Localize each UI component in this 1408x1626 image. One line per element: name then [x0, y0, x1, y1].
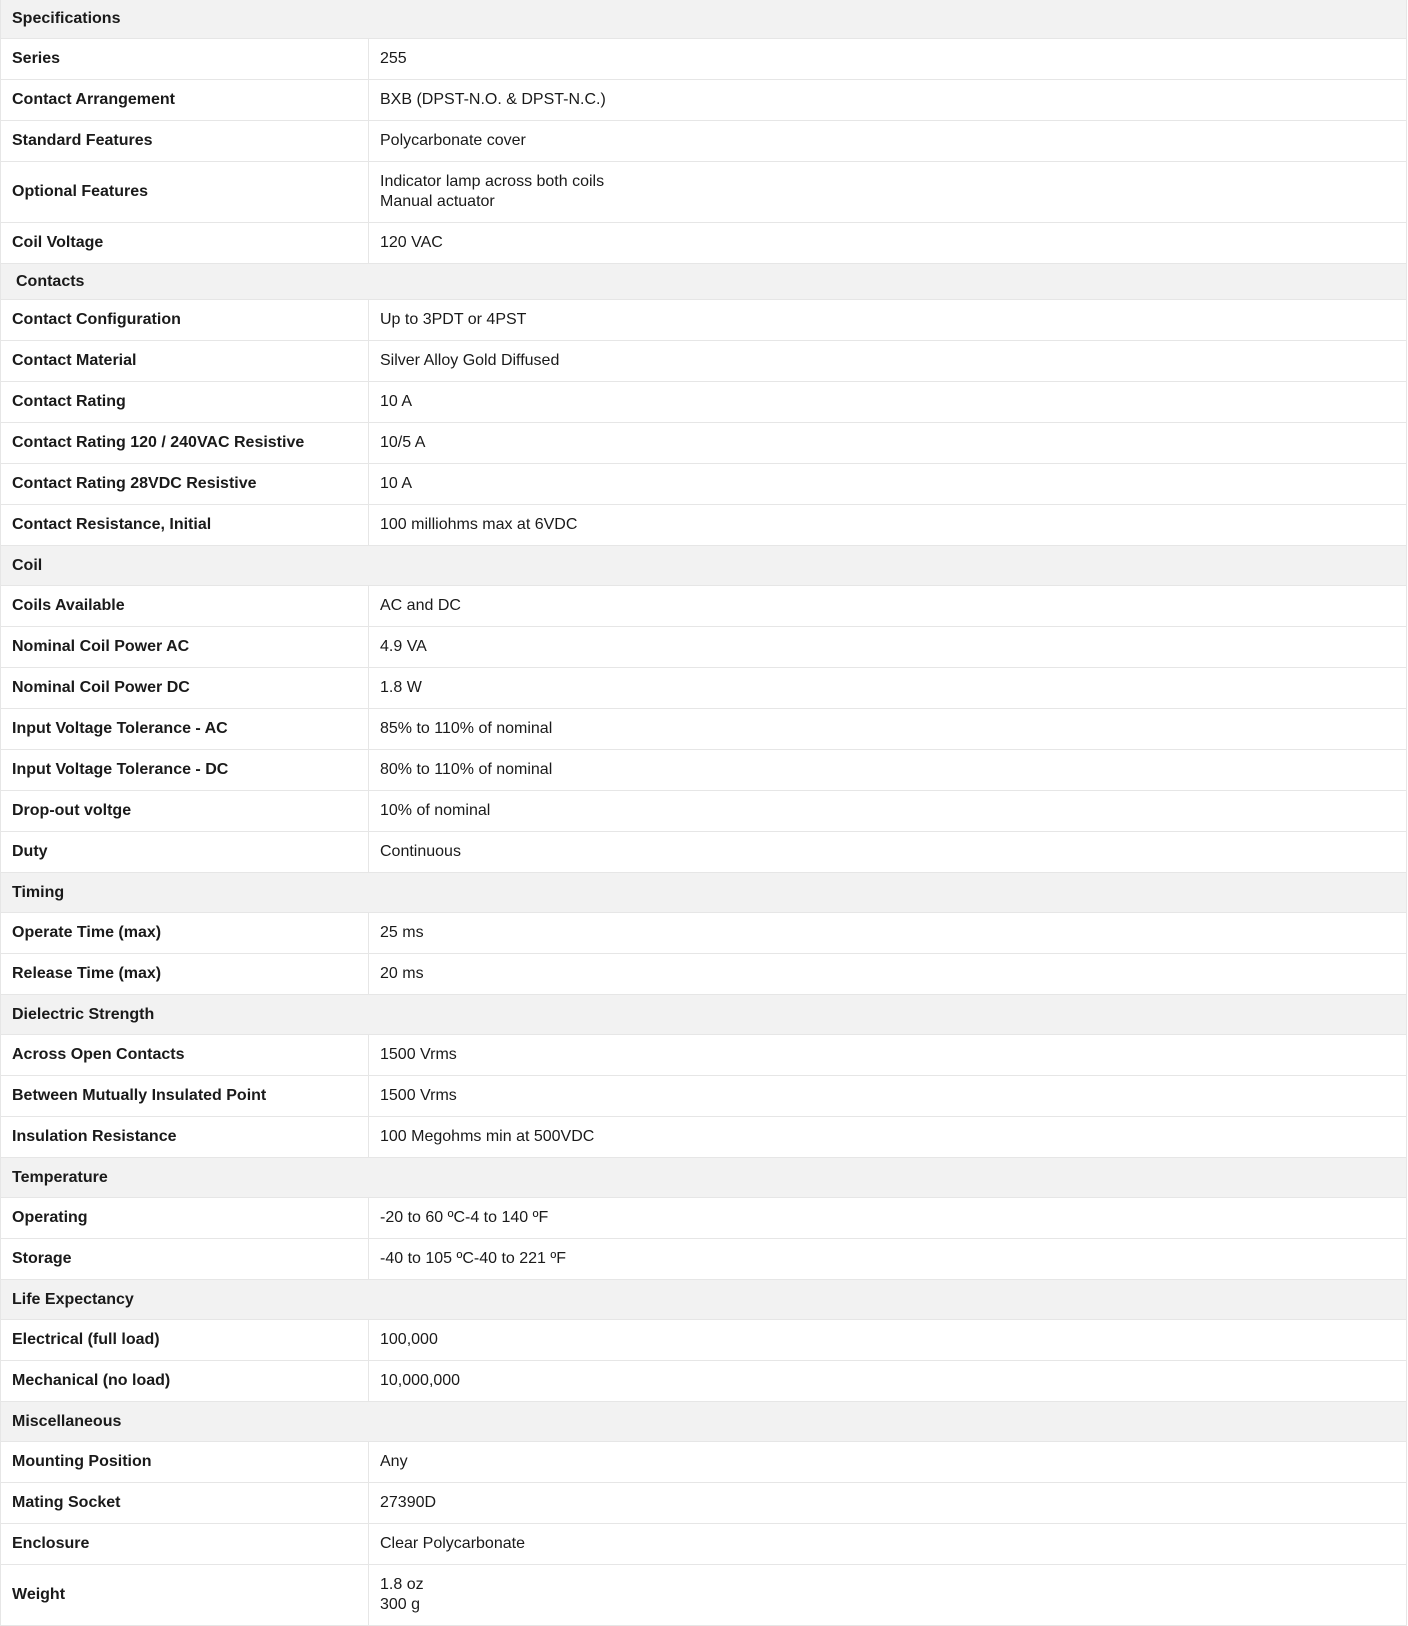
section-title: Temperature — [12, 1168, 108, 1186]
value-line: Clear Polycarbonate — [380, 1535, 525, 1552]
table-row — [0, 1483, 1407, 1524]
section-header — [0, 1402, 1407, 1442]
value-line: Polycarbonate cover — [380, 132, 526, 149]
row-label: Optional Features — [0, 162, 369, 222]
value-line: 255 — [380, 50, 407, 67]
value-line: Up to 3PDT or 4PST — [380, 311, 527, 328]
section-header — [0, 264, 1407, 300]
value-line: 80% to 110% of nominal — [380, 761, 553, 778]
value-line: 300 g — [380, 1596, 421, 1613]
value-line: Silver Alloy Gold Diffused — [380, 352, 560, 369]
row-label: Contact Resistance, Initial — [0, 505, 369, 545]
row-label: Storage — [0, 1239, 369, 1279]
row-value — [369, 423, 1407, 463]
row-value — [369, 954, 1407, 994]
row-value — [369, 121, 1407, 161]
row-label: Nominal Coil Power DC — [0, 668, 369, 708]
table-row — [0, 223, 1407, 264]
value-line: 4.9 VA — [380, 638, 427, 655]
table-row — [0, 341, 1407, 382]
row-label: Weight — [0, 1565, 369, 1625]
row-value — [369, 1565, 1407, 1625]
row-label: Enclosure — [0, 1524, 369, 1564]
value-line: -40 to 105 ºC-40 to 221 ºF — [380, 1250, 567, 1267]
row-label: Input Voltage Tolerance - AC — [0, 709, 369, 749]
row-value — [369, 39, 1407, 79]
row-value — [369, 1198, 1407, 1238]
section-title: Life Expectancy — [12, 1290, 134, 1308]
row-label: Contact Rating — [0, 382, 369, 422]
table-row — [0, 954, 1407, 995]
row-value — [369, 832, 1407, 872]
row-value — [369, 1076, 1407, 1116]
value-line: 10 A — [380, 393, 413, 410]
value-line: BXB (DPST-N.O. & DPST-N.C.) — [380, 91, 606, 108]
row-value — [369, 1442, 1407, 1482]
table-row — [0, 1565, 1407, 1626]
table-row — [0, 121, 1407, 162]
table-row — [0, 832, 1407, 873]
value-line: 100 Megohms min at 500VDC — [380, 1128, 595, 1145]
row-label: Coil Voltage — [0, 223, 369, 263]
row-value — [369, 1320, 1407, 1360]
value-line: 100,000 — [380, 1331, 438, 1348]
row-value — [369, 1524, 1407, 1564]
row-value — [369, 464, 1407, 504]
table-row — [0, 423, 1407, 464]
table-row — [0, 80, 1407, 121]
table-row — [0, 586, 1407, 627]
row-label: Coils Available — [0, 586, 369, 626]
section-title: Timing — [12, 883, 65, 901]
row-value — [369, 913, 1407, 953]
row-value — [369, 586, 1407, 626]
value-line: 27390D — [380, 1494, 437, 1511]
row-label: Nominal Coil Power AC — [0, 627, 369, 667]
section-header — [0, 1158, 1407, 1198]
table-row — [0, 750, 1407, 791]
section-header — [0, 873, 1407, 913]
value-line: 1.8 oz — [380, 1576, 424, 1593]
row-label: Contact Material — [0, 341, 369, 381]
value-line: 120 VAC — [380, 234, 443, 251]
row-label: Insulation Resistance — [0, 1117, 369, 1157]
section-header — [0, 546, 1407, 586]
value-line: -20 to 60 ºC-4 to 140 ºF — [380, 1209, 549, 1226]
table-row — [0, 1035, 1407, 1076]
row-label: Between Mutually Insulated Point — [0, 1076, 369, 1116]
row-label: Mating Socket — [0, 1483, 369, 1523]
row-value — [369, 162, 1407, 222]
row-label: Electrical (full load) — [0, 1320, 369, 1360]
section-header — [0, 995, 1407, 1035]
row-value — [369, 668, 1407, 708]
row-label: Operating — [0, 1198, 369, 1238]
row-label: Duty — [0, 832, 369, 872]
section-title: Specifications — [12, 10, 121, 27]
row-value — [369, 1035, 1407, 1075]
value-line: Continuous — [380, 843, 461, 860]
row-value — [369, 505, 1407, 545]
table-row — [0, 1361, 1407, 1402]
row-value — [369, 1117, 1407, 1157]
row-value — [369, 382, 1407, 422]
row-value — [369, 223, 1407, 263]
table-row — [0, 1524, 1407, 1565]
table-row — [0, 1198, 1407, 1239]
value-line: 10% of nominal — [380, 802, 491, 819]
value-line: 85% to 110% of nominal — [380, 720, 553, 737]
table-row — [0, 668, 1407, 709]
table-row — [0, 505, 1407, 546]
row-value — [369, 791, 1407, 831]
row-value — [369, 750, 1407, 790]
table-row — [0, 913, 1407, 954]
row-value — [369, 341, 1407, 381]
value-line: Indicator lamp across both coils — [380, 173, 605, 190]
row-label: Mounting Position — [0, 1442, 369, 1482]
row-value — [369, 709, 1407, 749]
value-line: 25 ms — [380, 924, 424, 941]
table-row — [0, 1239, 1407, 1280]
table-row — [0, 382, 1407, 423]
row-label: Release Time (max) — [0, 954, 369, 994]
row-label: Input Voltage Tolerance - DC — [0, 750, 369, 790]
table-row — [0, 300, 1407, 341]
row-label: Contact Rating 28VDC Resistive — [0, 464, 369, 504]
section-header — [0, 1280, 1407, 1320]
section-title: Miscellaneous — [12, 1412, 122, 1430]
value-line: 10,000,000 — [380, 1372, 461, 1389]
table-row — [0, 627, 1407, 668]
section-title: Contacts — [16, 272, 85, 290]
row-value — [369, 300, 1407, 340]
value-line: Any — [380, 1453, 408, 1470]
row-value — [369, 80, 1407, 120]
value-line: 10/5 A — [380, 434, 426, 451]
table-row — [0, 1117, 1407, 1158]
row-label: Contact Rating 120 / 240VAC Resistive — [0, 423, 369, 463]
row-label: Across Open Contacts — [0, 1035, 369, 1075]
table-row — [0, 464, 1407, 505]
row-value — [369, 627, 1407, 667]
row-label: Series — [0, 39, 369, 79]
row-value — [369, 1361, 1407, 1401]
section-title: Coil — [12, 556, 43, 574]
table-row — [0, 39, 1407, 80]
table-row — [0, 791, 1407, 832]
row-label: Standard Features — [0, 121, 369, 161]
value-line: 20 ms — [380, 965, 424, 982]
table-row — [0, 162, 1407, 223]
value-line: 1500 Vrms — [380, 1087, 457, 1104]
value-line: 10 A — [380, 475, 413, 492]
value-line: 1.8 W — [380, 679, 422, 696]
value-line: AC and DC — [380, 597, 461, 614]
row-label: Mechanical (no load) — [0, 1361, 369, 1401]
value-line: Manual actuator — [380, 193, 495, 210]
value-line: 100 milliohms max at 6VDC — [380, 516, 578, 533]
row-label: Operate Time (max) — [0, 913, 369, 953]
table-row — [0, 709, 1407, 750]
table-row — [0, 1320, 1407, 1361]
row-value — [369, 1239, 1407, 1279]
table-row — [0, 1076, 1407, 1117]
row-label: Contact Configuration — [0, 300, 369, 340]
row-label: Drop-out voltge — [0, 791, 369, 831]
table-row — [0, 1442, 1407, 1483]
section-header — [0, 0, 1407, 39]
value-line: 1500 Vrms — [380, 1046, 457, 1063]
row-label: Contact Arrangement — [0, 80, 369, 120]
row-value — [369, 1483, 1407, 1523]
section-title: Dielectric Strength — [12, 1005, 155, 1023]
